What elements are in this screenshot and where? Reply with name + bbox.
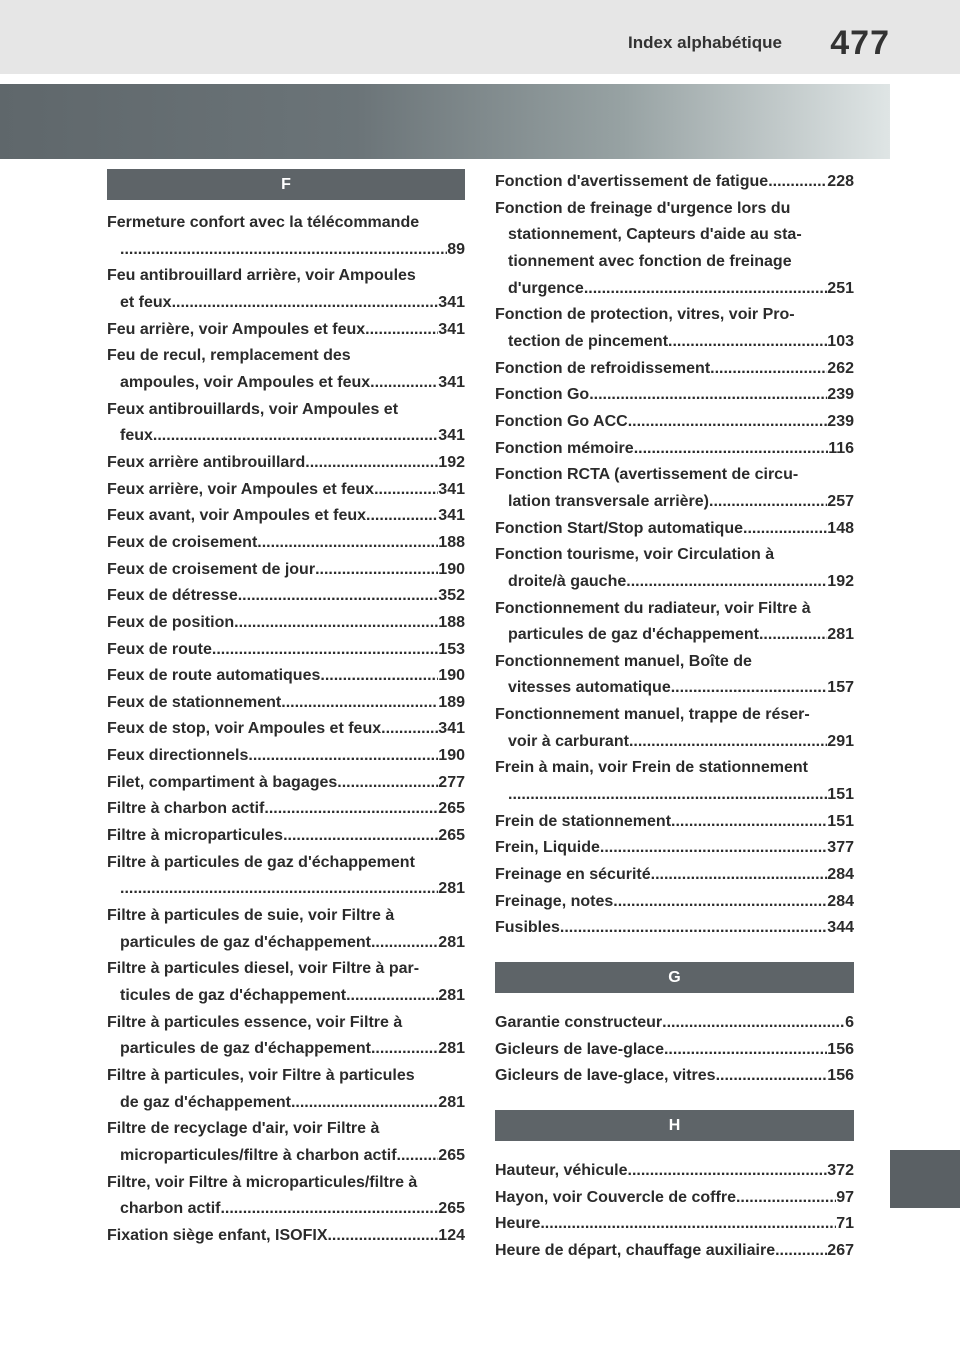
page-reference: 284 bbox=[827, 892, 854, 910]
index-entry bbox=[107, 1063, 465, 1116]
page-reference: 151 bbox=[827, 812, 854, 830]
index-entry-text: d'urgence bbox=[508, 279, 584, 297]
index-entry-text: particules de gaz d'échappement bbox=[120, 1040, 371, 1058]
index-entry-text: Frein, Liquide bbox=[495, 839, 600, 857]
index-entry bbox=[495, 649, 854, 702]
index-entry-text: Feux arrière antibrouillard bbox=[107, 453, 306, 471]
index-entry bbox=[107, 663, 465, 690]
dot-leader bbox=[234, 610, 438, 637]
index-entry-text: Frein de stationnement bbox=[495, 812, 672, 830]
index-list-f-continued bbox=[495, 169, 854, 942]
page-reference: 265 bbox=[438, 1146, 465, 1164]
index-entry-text: microparticules/filtre à charbon actif bbox=[120, 1146, 397, 1164]
page-reference: 277 bbox=[438, 773, 465, 791]
index-entry-text: Fonction tourisme, voir Circulation à bbox=[495, 546, 775, 564]
index-entry-text: Fonctionnement du radiateur, voir Filtre à bbox=[495, 599, 811, 617]
index-entry bbox=[495, 169, 854, 196]
index-entry-text: Gicleurs de lave-glace bbox=[495, 1040, 664, 1058]
index-entry-text: Feux directionnels bbox=[107, 747, 249, 765]
index-entry bbox=[107, 743, 465, 770]
dot-leader bbox=[327, 1223, 438, 1250]
index-entry-text: Feux de position bbox=[107, 613, 235, 631]
index-entry bbox=[495, 755, 854, 808]
page-reference: 352 bbox=[438, 587, 465, 605]
page-reference: 89 bbox=[447, 240, 465, 258]
index-column-right bbox=[495, 169, 854, 1265]
index-entry-text: Filtre à charbon actif bbox=[107, 800, 265, 818]
index-entry bbox=[495, 596, 854, 649]
dot-leader bbox=[651, 862, 828, 889]
dot-leader bbox=[662, 1010, 845, 1037]
page-reference: 341 bbox=[438, 320, 465, 338]
dot-leader bbox=[220, 1196, 438, 1223]
dot-leader bbox=[768, 169, 827, 196]
index-entry bbox=[107, 1116, 465, 1169]
index-entry-text: ampoules, voir Ampoules et feux bbox=[120, 373, 371, 391]
dot-leader bbox=[709, 489, 827, 516]
dot-leader bbox=[600, 835, 827, 862]
index-entry-text: Filtre de recyclage d'air, voir Filtre à bbox=[107, 1120, 380, 1138]
index-entry-text: Frein à main, voir Frein de stationnement bbox=[495, 759, 808, 777]
page-reference: 344 bbox=[827, 919, 854, 937]
index-entry bbox=[495, 302, 854, 355]
index-entry bbox=[495, 702, 854, 755]
index-entry bbox=[495, 1211, 854, 1238]
index-entry-text: Fonction mémoire bbox=[495, 439, 634, 457]
dot-leader bbox=[710, 356, 827, 383]
dot-leader bbox=[366, 503, 438, 530]
letter-heading-f: F bbox=[107, 169, 465, 200]
index-entry bbox=[107, 796, 465, 823]
page-reference: 192 bbox=[438, 453, 465, 471]
page-reference: 341 bbox=[438, 293, 465, 311]
index-column-left bbox=[107, 169, 465, 1250]
index-entry bbox=[495, 1037, 854, 1064]
index-entry bbox=[107, 903, 465, 956]
index-entry bbox=[495, 915, 854, 942]
index-entry bbox=[495, 835, 854, 862]
dot-leader bbox=[540, 1211, 836, 1238]
page-reference: 239 bbox=[827, 386, 854, 404]
index-entry bbox=[495, 356, 854, 383]
index-entry bbox=[107, 530, 465, 557]
dot-leader bbox=[153, 423, 438, 450]
index-entry-text: Fonctionnement manuel, Boîte de bbox=[495, 652, 752, 670]
index-entry-text: Feux de détresse bbox=[107, 587, 238, 605]
index-entry bbox=[107, 343, 465, 396]
page-reference: 281 bbox=[827, 626, 854, 644]
thumb-index-tab bbox=[890, 1150, 960, 1208]
page-reference: 190 bbox=[438, 560, 465, 578]
dot-leader bbox=[120, 237, 447, 264]
letter-heading-g: G bbox=[495, 962, 854, 993]
page-reference: 157 bbox=[827, 679, 854, 697]
dot-leader bbox=[736, 1185, 836, 1212]
index-entry-text: Fonction de freinage d'urgence lors du bbox=[495, 199, 791, 217]
index-entry-text: Feux avant, voir Ampoules et feux bbox=[107, 507, 367, 525]
index-list-g bbox=[495, 1010, 854, 1090]
dot-leader bbox=[337, 770, 438, 797]
index-entry bbox=[495, 1238, 854, 1265]
index-entry-text: Feu de recul, remplacement des bbox=[107, 347, 351, 365]
page-reference: 257 bbox=[827, 492, 854, 510]
page-reference: 377 bbox=[827, 839, 854, 857]
index-entry-text: Filtre à particules essence, voir Filtre à bbox=[107, 1013, 403, 1031]
page-reference: 281 bbox=[438, 987, 465, 1005]
letter-heading-h: H bbox=[495, 1110, 854, 1141]
page-reference: 281 bbox=[438, 1040, 465, 1058]
index-entry-text: Freinage en sécurité bbox=[495, 866, 651, 884]
page-reference: 153 bbox=[438, 640, 465, 658]
index-entry bbox=[495, 1063, 854, 1090]
page-reference: 239 bbox=[827, 412, 854, 430]
index-entry-text: Feux de stationnement bbox=[107, 693, 282, 711]
index-entry-text: Feux de stop, voir Ampoules et feux bbox=[107, 720, 382, 738]
page-reference: 156 bbox=[827, 1040, 854, 1058]
dot-leader bbox=[370, 370, 438, 397]
header-banner bbox=[0, 84, 890, 159]
dot-leader bbox=[584, 276, 827, 303]
index-entry-text: Feux de croisement de jour bbox=[107, 560, 316, 578]
page-reference: 192 bbox=[827, 572, 854, 590]
index-list-f bbox=[107, 210, 465, 1250]
index-entry-text: Fonction de protection, vitres, voir Pro- bbox=[495, 306, 795, 324]
index-entry-text: Fonction Start/Stop automatique bbox=[495, 519, 743, 537]
index-entry-text: Fixation siège enfant, ISOFIX bbox=[107, 1226, 328, 1244]
page-reference: 267 bbox=[827, 1241, 854, 1259]
index-entry bbox=[107, 690, 465, 717]
index-entry-text: Filtre à particules de gaz d'échappement bbox=[107, 853, 415, 871]
index-entry-text: Fusibles bbox=[495, 919, 560, 937]
index-entry bbox=[107, 503, 465, 530]
index-entry bbox=[107, 477, 465, 504]
dot-leader bbox=[172, 290, 439, 317]
index-entry-text: et feux bbox=[120, 293, 172, 311]
dot-leader bbox=[759, 622, 827, 649]
index-list-h bbox=[495, 1158, 854, 1265]
index-entry bbox=[107, 823, 465, 850]
index-entry-text: de gaz d'échappement bbox=[120, 1093, 291, 1111]
index-entry bbox=[107, 1223, 465, 1250]
index-entry bbox=[107, 583, 465, 610]
dot-leader bbox=[315, 557, 438, 584]
page-reference: 156 bbox=[827, 1067, 854, 1085]
dot-leader bbox=[381, 716, 438, 743]
index-entry-text: Feux antibrouillards, voir Ampoules et bbox=[107, 400, 399, 418]
index-entry bbox=[107, 1170, 465, 1223]
index-entry-text: Fonction Go bbox=[495, 386, 590, 404]
index-entry-text: Heure de départ, chauffage auxiliaire bbox=[495, 1241, 776, 1259]
index-entry bbox=[107, 716, 465, 743]
dot-leader bbox=[283, 823, 438, 850]
index-entry bbox=[495, 436, 854, 463]
dot-leader bbox=[397, 1143, 439, 1170]
index-entry-text: Hayon, voir Couvercle de coffre bbox=[495, 1188, 736, 1206]
index-entry-text: Feu arrière, voir Ampoules et feux bbox=[107, 320, 366, 338]
page-reference: 124 bbox=[438, 1226, 465, 1244]
page-reference: 281 bbox=[438, 1093, 465, 1111]
index-entry bbox=[495, 196, 854, 303]
dot-leader bbox=[320, 663, 438, 690]
index-entry-text: lation transversale arrière) bbox=[508, 492, 709, 510]
dot-leader bbox=[346, 983, 438, 1010]
dot-leader bbox=[120, 876, 438, 903]
page-reference: 372 bbox=[827, 1162, 854, 1179]
dot-leader bbox=[629, 729, 827, 756]
dot-leader bbox=[628, 409, 828, 436]
page-reference: 284 bbox=[827, 866, 854, 884]
dot-leader bbox=[212, 637, 438, 664]
index-entry-text: Filtre à particules diesel, voir Filtre à par- bbox=[107, 960, 420, 978]
index-entry-text: Filtre à particules de suie, voir Filtre à bbox=[107, 907, 395, 925]
index-entry bbox=[495, 542, 854, 595]
page-reference: 97 bbox=[836, 1188, 854, 1206]
index-entry-text: voir à carburant bbox=[508, 732, 629, 750]
dot-leader bbox=[560, 915, 827, 942]
page-reference: 148 bbox=[827, 519, 854, 537]
index-entry bbox=[107, 637, 465, 664]
index-entry bbox=[495, 889, 854, 916]
index-entry-text: Filet, compartiment à bagages bbox=[107, 773, 338, 791]
index-entry bbox=[495, 809, 854, 836]
page-reference: 189 bbox=[438, 693, 465, 711]
page-reference: 251 bbox=[827, 279, 854, 297]
dot-leader bbox=[238, 583, 439, 610]
index-entry bbox=[107, 956, 465, 1009]
index-entry-text: particules de gaz d'échappement bbox=[120, 933, 371, 951]
dot-leader bbox=[634, 436, 829, 463]
section-title: Index alphabétique bbox=[628, 33, 782, 52]
index-entry bbox=[495, 1158, 854, 1185]
index-entry-text: Fonction de refroidissement bbox=[495, 359, 711, 377]
index-entry-text: Hauteur, véhicule bbox=[495, 1162, 628, 1179]
index-entry-text: stationnement, Capteurs d'aide au sta- bbox=[508, 226, 802, 244]
index-entry bbox=[107, 610, 465, 637]
dot-leader bbox=[365, 317, 438, 344]
dot-leader bbox=[374, 477, 438, 504]
dot-leader bbox=[668, 329, 827, 356]
index-entry bbox=[107, 557, 465, 584]
index-entry-text: tionnement avec fonction de freinage bbox=[508, 252, 792, 270]
dot-leader bbox=[257, 530, 438, 557]
index-entry bbox=[107, 770, 465, 797]
page-header bbox=[0, 0, 960, 74]
page-reference: 281 bbox=[438, 933, 465, 951]
page-reference: 341 bbox=[438, 507, 465, 525]
index-entry bbox=[495, 516, 854, 543]
page-number: 477 bbox=[830, 24, 890, 62]
index-entry-text: droite/à gauche bbox=[508, 572, 627, 590]
page-reference: 71 bbox=[836, 1215, 854, 1233]
index-entry bbox=[107, 397, 465, 450]
page-reference: 103 bbox=[827, 332, 854, 350]
dot-leader bbox=[626, 569, 827, 596]
index-entry-text: Fonction Go ACC bbox=[495, 412, 628, 430]
dot-leader bbox=[743, 516, 827, 543]
index-entry-text: particules de gaz d'échappement bbox=[508, 626, 759, 644]
page-reference: 190 bbox=[438, 747, 465, 765]
index-entry-text: Feux de route automatiques bbox=[107, 667, 321, 685]
index-entry-text: Fonctionnement manuel, trappe de réser- bbox=[495, 706, 810, 724]
dot-leader bbox=[589, 382, 827, 409]
page-reference: 190 bbox=[438, 667, 465, 685]
index-entry-text: tection de pincement bbox=[508, 332, 669, 350]
index-entry-text: Gicleurs de lave-glace, vitres bbox=[495, 1067, 716, 1085]
index-entry bbox=[495, 1185, 854, 1212]
dot-leader bbox=[264, 796, 438, 823]
dot-leader bbox=[628, 1158, 828, 1185]
index-entry bbox=[495, 862, 854, 889]
index-entry bbox=[107, 210, 465, 263]
dot-leader bbox=[775, 1238, 827, 1265]
page-reference: 291 bbox=[827, 732, 854, 750]
dot-leader bbox=[664, 1037, 827, 1064]
dot-leader bbox=[305, 450, 438, 477]
index-entry-text: vitesses automatique bbox=[508, 679, 671, 697]
dot-leader bbox=[671, 809, 827, 836]
index-entry-text: charbon actif bbox=[120, 1200, 221, 1218]
index-entry-text: Garantie constructeur bbox=[495, 1014, 663, 1032]
index-entry bbox=[495, 409, 854, 436]
dot-leader bbox=[613, 889, 827, 916]
index-entry bbox=[495, 1010, 854, 1037]
index-entry bbox=[107, 450, 465, 477]
dot-leader bbox=[671, 675, 828, 702]
page-reference: 6 bbox=[845, 1014, 854, 1032]
page-reference: 341 bbox=[438, 373, 465, 391]
index-entry-text: Freinage, notes bbox=[495, 892, 614, 910]
page-reference: 116 bbox=[828, 439, 854, 457]
page-reference: 341 bbox=[438, 720, 465, 738]
page-reference: 262 bbox=[827, 359, 854, 377]
index-entry-text: Feux de route bbox=[107, 640, 212, 658]
index-entry-text: Filtre, voir Filtre à microparticules/filtre à bbox=[107, 1173, 418, 1191]
index-entry-text: Feux arrière, voir Ampoules et feux bbox=[107, 480, 375, 498]
index-entry-text: ticules de gaz d'échappement bbox=[120, 987, 347, 1005]
index-entry-text: Fonction RCTA (avertissement de circu- bbox=[495, 466, 799, 484]
page-reference: 151 bbox=[827, 786, 854, 804]
page-reference: 341 bbox=[438, 480, 465, 498]
page-reference: 188 bbox=[438, 533, 465, 551]
page-reference: 341 bbox=[438, 427, 465, 445]
index-entry bbox=[107, 317, 465, 344]
index-entry-text: Filtre à particules, voir Filtre à particules bbox=[107, 1067, 415, 1084]
dot-leader bbox=[291, 1090, 438, 1117]
index-entry-text: Feu antibrouillard arrière, voir Ampoules bbox=[107, 267, 416, 285]
index-entry-text: feux bbox=[120, 427, 153, 445]
dot-leader bbox=[281, 690, 438, 717]
index-entry bbox=[107, 1010, 465, 1063]
dot-leader bbox=[248, 743, 438, 770]
index-entry bbox=[495, 382, 854, 409]
page-reference: 281 bbox=[438, 880, 465, 898]
index-entry-text: Fonction d'avertissement de fatigue bbox=[495, 173, 769, 190]
index-entry bbox=[107, 850, 465, 903]
page-reference: 265 bbox=[438, 1200, 465, 1218]
dot-leader bbox=[371, 1036, 438, 1063]
dot-leader bbox=[716, 1063, 828, 1090]
page-reference: 265 bbox=[438, 827, 465, 845]
index-entry-text: Feux de croisement bbox=[107, 533, 258, 551]
page-reference: 228 bbox=[827, 173, 854, 190]
index-entry bbox=[495, 462, 854, 515]
index-entry bbox=[107, 263, 465, 316]
index-entry-text: Filtre à microparticules bbox=[107, 827, 284, 845]
page-reference: 265 bbox=[438, 800, 465, 818]
index-entry-text: Fermeture confort avec la télécommande bbox=[107, 214, 420, 231]
dot-leader bbox=[371, 930, 438, 957]
index-entry-text: Heure bbox=[495, 1215, 541, 1233]
dot-leader bbox=[508, 782, 827, 809]
page-reference: 188 bbox=[438, 613, 465, 631]
